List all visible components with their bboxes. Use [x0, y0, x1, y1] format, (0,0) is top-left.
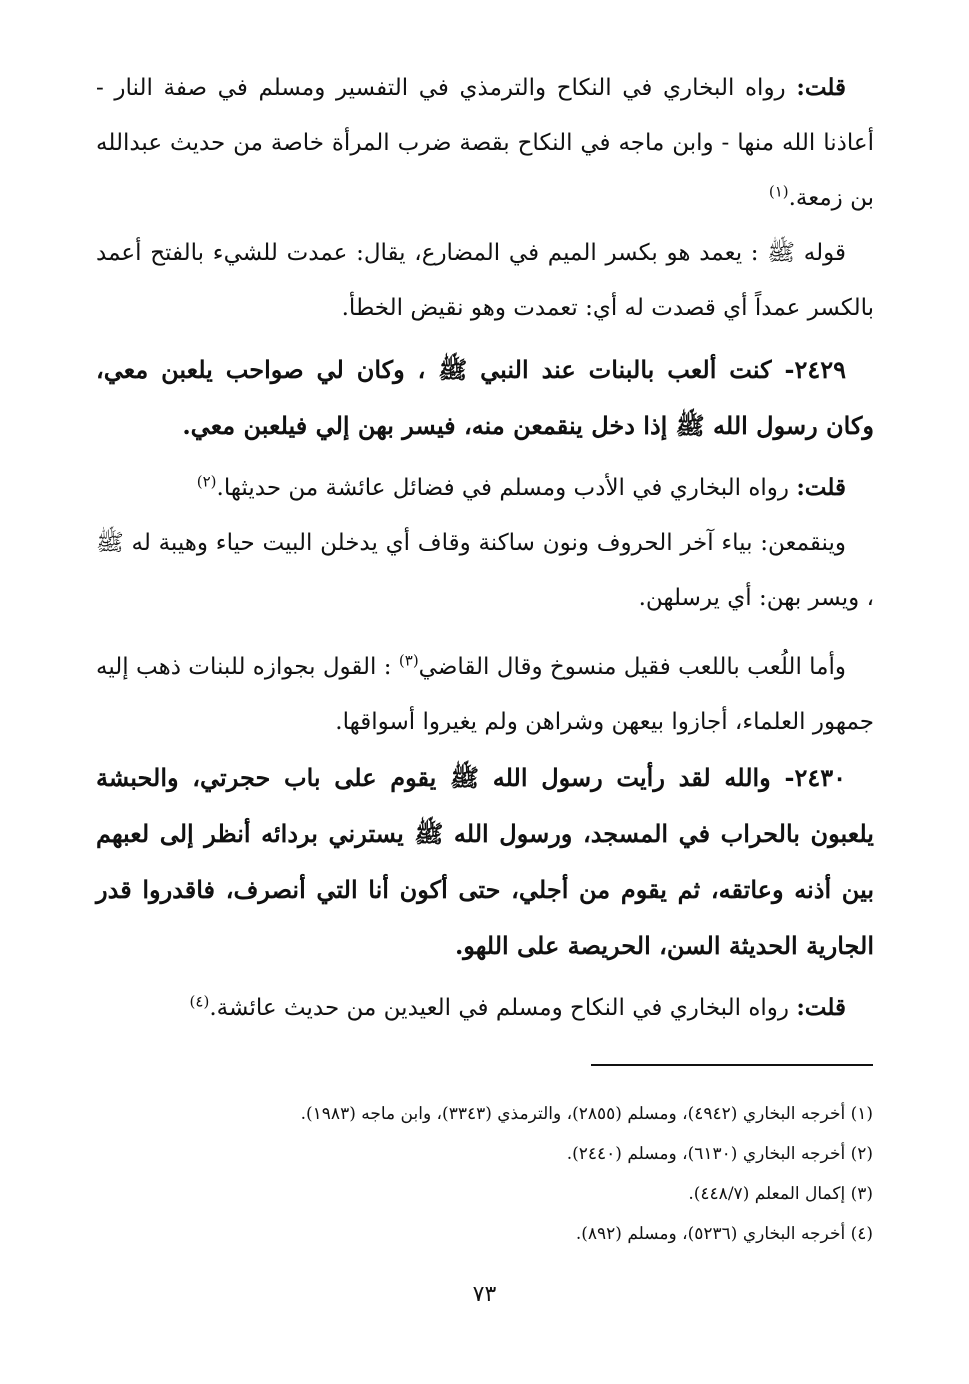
commentary-paragraph-3 — [96, 980, 874, 1036]
footnotes-section — [113, 1094, 873, 1254]
qultu-label: قلت: — [796, 474, 846, 501]
qultu-label: قلت: — [796, 994, 846, 1021]
footnote-ref-2[interactable]: (٢) — [196, 472, 217, 491]
commentary-text: رواه البخاري في النكاح والترمذي في التفسير ومسلم في صفة النار - أعاذنا الله منها - وابن ماجه في النكاح بقصة ضرب المرأة خاصة من حديث عبدالله بن زمعة. — [96, 75, 874, 211]
commentary-paragraph-2 — [96, 460, 874, 516]
explanation-text: قوله ﷺ : يعمد هو بكسر الميم في المضارع، يقال: عمدت للشيء بالفتح أعمد بالكسر عمداً أي قصدت له أي: تعمدت وهو نقيض الخطأ. — [96, 240, 874, 321]
commentary-paragraph-1 — [96, 60, 874, 226]
page-number: ٧٣ — [472, 1282, 497, 1307]
hadith-2429 — [96, 342, 874, 454]
page-body — [96, 60, 874, 1036]
footnote-ref-4[interactable]: (٤) — [189, 992, 210, 1011]
footnote-ref-3[interactable]: (٣) — [398, 651, 419, 670]
footnote-1: (١) أخرجه البخاري (٤٩٤٢)، ومسلم (٢٨٥٥)، والترمذي (٣٣٤٣)، وابن ماجه (١٩٨٣). — [300, 1104, 873, 1124]
explanation-paragraph-3 — [96, 640, 874, 750]
hadith-text: كنت ألعب بالبنات عند النبي ﷺ ، وكان لي صواحب يلعبن معي، وكان رسول الله ﷺ إذا دخل ينقمعن منه، فيسر بهن إلي فيلعبن معي. — [96, 355, 874, 440]
hadith-text: والله لقد رأيت رسول الله ﷺ يقوم على باب حجرتي، والحبشة يلعبون بالحراب في المسجد، ورسول الله ﷺ يسترني بردائه أنظر إلى لعبهم بين أذنه وعاتقه، ثم يقوم من أجلي، حتى أكون أنا التي أنصرف، فاقدروا قدر الجارية الحديثة السن، الحريصة على اللهو. — [96, 763, 874, 960]
qultu-label: قلت: — [796, 74, 847, 101]
footnote-4: (٤) أخرجه البخاري (٥٢٣٦)، ومسلم (٨٩٢). — [575, 1224, 873, 1244]
hadith-number: ٢٤٣٠- — [784, 763, 846, 792]
explanation-text-before: وأما اللُعب باللعب فقيل منسوخ وقال القاضي — [418, 654, 846, 680]
explanation-text-after: : القول بجوازه للبنات ذهب إليه جمهور العلماء، أجازوا بيعهن وشراهن ولم يغيروا أسواقها. — [96, 654, 874, 735]
hadith-2430 — [96, 750, 874, 974]
footnote-ref-1[interactable]: (١) — [768, 182, 789, 201]
explanation-paragraph-1 — [96, 226, 874, 336]
footnote-divider — [591, 1064, 873, 1066]
explanation-paragraph-2 — [96, 516, 874, 626]
footnote-2: (٢) أخرجه البخاري (٦١٣٠)، ومسلم (٢٤٤٠). — [566, 1144, 873, 1164]
explanation-text: وينقمعن: بياء آخر الحروف ونون ساكنة وقاف أي يدخلن البيت حياء وهيبة له ﷺ ، ويسر بهن: أي يرسلهن. — [96, 530, 874, 611]
footnote-3: (٣) إكمال المعلم (٤٤٨/٧). — [688, 1184, 873, 1204]
commentary-text: رواه البخاري في النكاح ومسلم في العيدين من حديث عائشة. — [209, 995, 789, 1021]
commentary-text: رواه البخاري في الأدب ومسلم في فضائل عائشة من حديثها. — [216, 475, 789, 501]
hadith-number: ٢٤٢٩- — [784, 355, 846, 384]
